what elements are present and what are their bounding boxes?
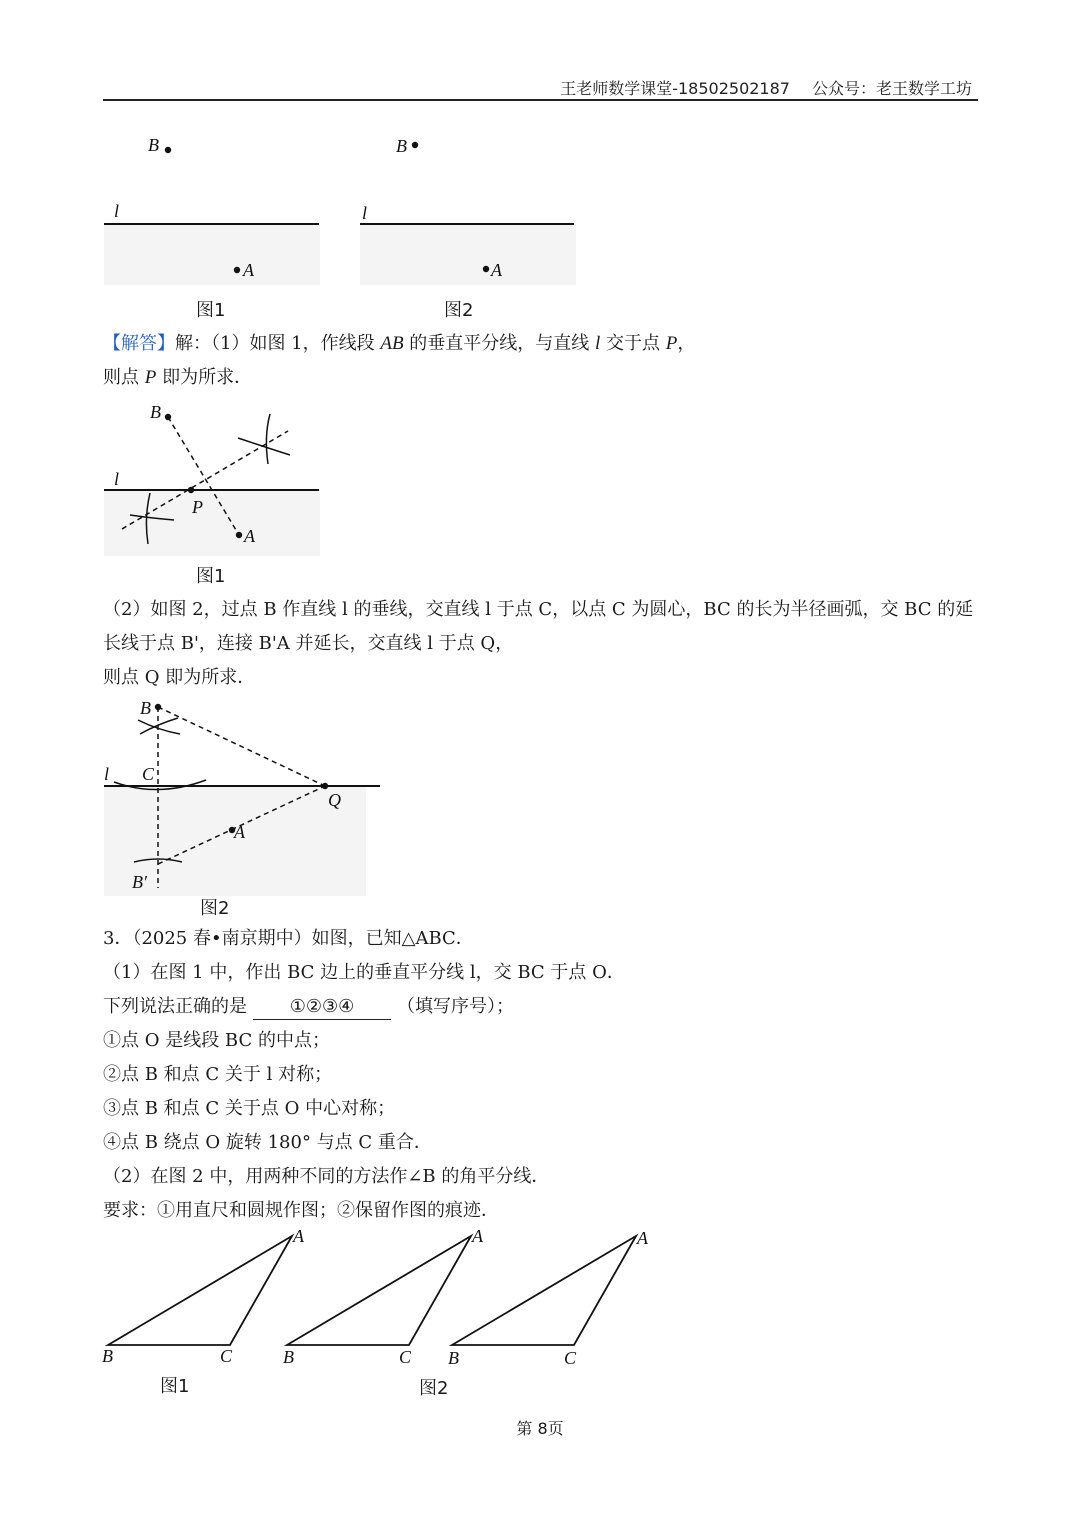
tri1-label-B: B [102, 1346, 113, 1366]
solution-p2-line1: （2）如图 2，过点 B 作直线 l 的垂线，交直线 l 于点 C，以点 C 为圆心，BC 的长为半径画弧，交 BC 的延 [103, 599, 974, 620]
q3-prompt-suffix: （填写序号）； [397, 996, 514, 1017]
tri3-label-B: B [448, 1348, 459, 1368]
triangle-3 [452, 1236, 636, 1345]
sf2-label-B-prime: B′ [132, 872, 147, 892]
p1-text-b: 的垂直平分线，与直线 [403, 333, 596, 354]
q3-title: 3．（2025 春•南京期中）如图，已知△ABC． [103, 928, 474, 949]
top-figure-1 [100, 125, 330, 295]
p1-var-AB: AB [380, 333, 404, 354]
sf2-label-l: l [104, 764, 110, 784]
p1-var-l: l [595, 333, 601, 354]
header-right: 公众号：老王数学工坊 [811, 79, 972, 98]
tri1-label-A: A [293, 1226, 304, 1246]
header-left: 王老师数学课堂-18502502187 [560, 79, 790, 98]
tri1-label-C: C [220, 1346, 233, 1366]
q3-part2: （2）在图 2 中，用两种不同的方法作∠B 的角平分线． [103, 1166, 550, 1187]
solution-p2-line2: 长线于点 B'，连接 B'A 并延长，交直线 l 于点 Q， [103, 633, 514, 654]
tri3-label-A: A [637, 1228, 648, 1248]
top2-label-l: l [362, 203, 368, 223]
solution-fig1-caption: 图1 [196, 566, 226, 587]
top1-label-l: l [114, 201, 120, 221]
q3-triangles [100, 1228, 660, 1378]
sf1-label-P: P [192, 497, 203, 517]
top2-label-A: A [491, 260, 502, 280]
top1-caption: 图1 [196, 300, 226, 321]
sf2-label-A: A [234, 822, 245, 842]
solution-tag: 【解答】 [103, 333, 175, 354]
q3-option-2: ②点 B 和点 C 关于 l 对称； [103, 1064, 333, 1085]
sf1-label-l: l [114, 469, 120, 489]
top2-caption: 图2 [444, 300, 474, 321]
q3-requirement: 要求：①用直尺和圆规作图；②保留作图的痕迹． [103, 1200, 499, 1221]
p1-text-d: ， [677, 333, 696, 354]
tri2-label-C: C [399, 1347, 412, 1367]
q3-option-1: ①点 O 是线段 BC 的中点； [103, 1030, 330, 1051]
q3-answer-blank: ①②③④ [253, 995, 391, 1020]
solution-p2-line3: 则点 Q 即为所求． [103, 667, 256, 688]
tri2-label-B: B [283, 1347, 294, 1367]
p1-l2-text-b: 即为所求． [156, 367, 253, 388]
q3-fig2-caption: 图2 [419, 1378, 449, 1399]
triangle-2 [287, 1236, 471, 1345]
solution-fig2-caption: 图2 [200, 898, 230, 919]
sf2-label-B: B [140, 698, 151, 718]
header-rule [103, 99, 978, 101]
solution-p1-line1 [103, 332, 695, 356]
top-figure-2 [356, 125, 586, 295]
sf1-label-B: B [150, 402, 161, 422]
top2-label-B: B [396, 136, 407, 156]
tri2-label-A: A [472, 1226, 483, 1246]
q3-option-4: ④点 B 绕点 O 旋转 180° 与点 C 重合． [103, 1132, 432, 1153]
top1-label-A: A [243, 260, 254, 280]
tri3-label-C: C [564, 1348, 577, 1368]
p1-l2-var-P: P [144, 367, 157, 388]
sf1-label-A: A [244, 526, 255, 546]
p1-var-P: P [665, 333, 678, 354]
p1-text-c: 交于点 [600, 333, 666, 354]
q3-option-3: ③点 B 和点 C 关于点 O 中心对称； [103, 1098, 396, 1119]
solution-p1-line2 [103, 366, 252, 390]
p1-l2-text-a: 则点 [103, 367, 145, 388]
p1-text-a: 解：（1）如图 1，作线段 [175, 333, 381, 354]
q3-prompt [103, 995, 514, 1020]
sf2-label-C: C [142, 764, 155, 784]
q3-part1: （1）在图 1 中，作出 BC 边上的垂直平分线 l，交 BC 于点 O． [103, 962, 625, 983]
top1-label-B: B [148, 135, 159, 155]
triangle-1 [108, 1236, 292, 1345]
page-header [538, 76, 972, 99]
solution-figure-2 [100, 698, 390, 898]
page-number: 第 8页 [516, 1419, 564, 1438]
sf2-label-Q: Q [328, 790, 341, 810]
solution-figure-1 [100, 398, 330, 558]
q3-prompt-text: 下列说法正确的是 [103, 996, 247, 1017]
q3-fig1-caption: 图1 [160, 1376, 190, 1397]
